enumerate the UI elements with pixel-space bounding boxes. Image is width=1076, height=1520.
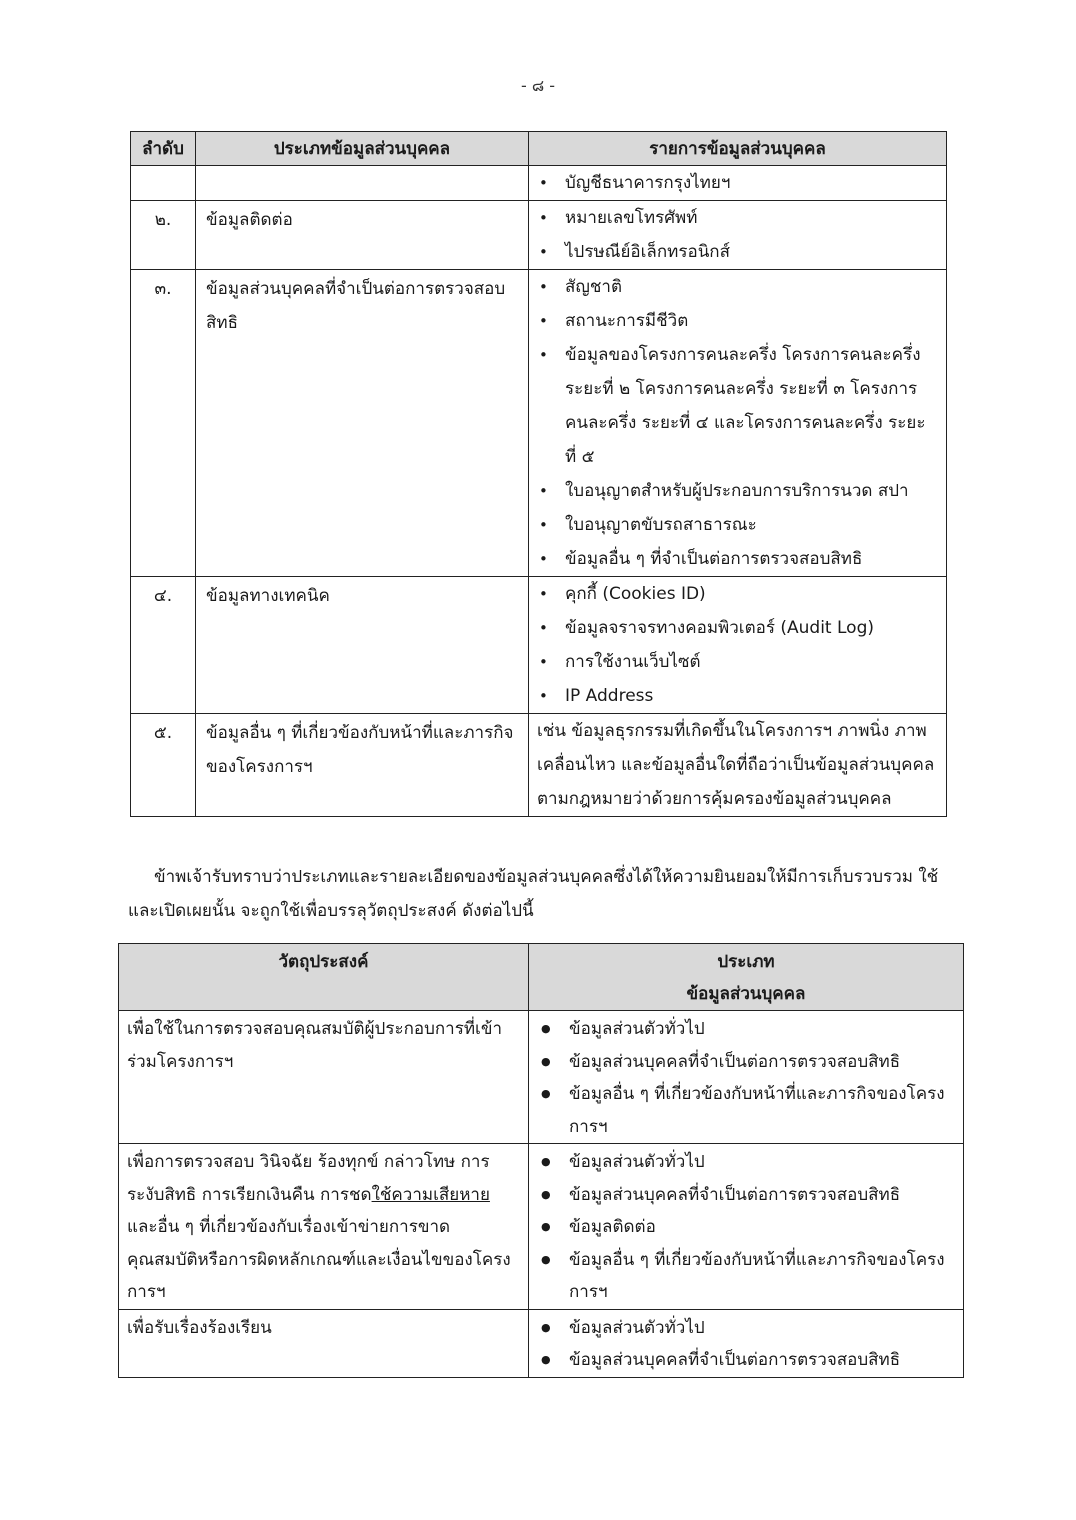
table-row bbox=[131, 714, 947, 817]
list-item: • บัญชีธนาคารกรุงไทยฯ bbox=[537, 166, 936, 200]
table-row bbox=[131, 166, 947, 201]
list-item: • หมายเลขโทรศัพท์ bbox=[537, 201, 936, 235]
list-item: • คุกกี้ (Cookies ID) bbox=[537, 577, 936, 611]
table-row bbox=[119, 1309, 964, 1377]
row-number: ๔. bbox=[131, 577, 196, 714]
header-data-type bbox=[529, 944, 964, 1011]
purpose-text: และอื่น ๆ ที่เกี่ยวข้องกับเรื่องเข้าข่ายการขาดคุณสมบัติหรือการผิดหลักเกณฑ์และเงื่อนไขของโครงการฯ bbox=[127, 1217, 511, 1302]
row-items bbox=[529, 166, 947, 201]
table-row bbox=[119, 1011, 964, 1144]
list-item: ● ข้อมูลส่วนบุคคลที่จำเป็นต่อการตรวจสอบสิทธิ bbox=[537, 1179, 953, 1212]
row-number: ๒. bbox=[131, 201, 196, 270]
row-type: ข้อมูลติดต่อ bbox=[196, 201, 529, 270]
row-types bbox=[529, 1309, 964, 1377]
list-item: ● ข้อมูลส่วนบุคคลที่จำเป็นต่อการตรวจสอบสิทธิ bbox=[537, 1046, 953, 1079]
table-header-row bbox=[131, 132, 947, 166]
list-item: • สัญชาติ bbox=[537, 270, 936, 304]
row-type: ข้อมูลส่วนบุคคลที่จำเป็นต่อการตรวจสอบสิทธิ bbox=[196, 270, 529, 577]
table-header-row bbox=[119, 944, 964, 1011]
list-item: • ใบอนุญาตขับรถสาธารณะ bbox=[537, 508, 936, 542]
header-type-line2: ข้อมูลส่วนบุคคล bbox=[686, 984, 806, 1004]
header-data-type: ประเภทข้อมูลส่วนบุคคล bbox=[196, 132, 529, 166]
row-purpose bbox=[119, 1144, 529, 1310]
list-item: • การใช้งานเว็บไซต์ bbox=[537, 645, 936, 679]
purpose-text: เพื่อการตรวจสอบ วินิจฉัย ร้องทุกข์ กล่าวโทษ การระงับสิทธิ การเรียกเงินคืน การชด bbox=[127, 1152, 490, 1205]
list-item: • ไปรษณีย์อิเล็กทรอนิกส์ bbox=[537, 235, 936, 269]
list-item: ● ข้อมูลอื่น ๆ ที่เกี่ยวข้องกับหน้าที่และภารกิจของโครงการฯ bbox=[537, 1244, 953, 1309]
table-row bbox=[131, 577, 947, 714]
table-row bbox=[131, 201, 947, 270]
row-types bbox=[529, 1144, 964, 1310]
row-type: ข้อมูลอื่น ๆ ที่เกี่ยวข้องกับหน้าที่และภารกิจของโครงการฯ bbox=[196, 714, 529, 817]
purposes-table bbox=[118, 943, 964, 1378]
row-number bbox=[131, 166, 196, 201]
paragraph-text: ข้าพเจ้ารับทราบว่าประเภทและรายละเอียดของข้อมูลส่วนบุคคลซึ่งได้ให้ความยินยอมให้มีการเก็บรวบรวม ใช้ และเปิดเผยนั้น จะถูกใช้เพื่อบรรลุวัตถุประสงค์ ดังต่อไปนี้ bbox=[128, 867, 939, 921]
list-item: ● ข้อมูลส่วนตัวทั่วไป bbox=[537, 1146, 953, 1179]
row-text: เช่น ข้อมูลธุรกรรมที่เกิดขึ้นในโครงการฯ ภาพนิ่ง ภาพเคลื่อนไหว และข้อมูลอื่นใดที่ถือว่าเป็นข้อมูลส่วนบุคคลตามกฎหมายว่าด้วยการคุ้มครองข้อมูลส่วนบุคคล bbox=[537, 721, 935, 809]
page-number: - ๘ - bbox=[520, 76, 556, 95]
list-item: ● ข้อมูลส่วนตัวทั่วไป bbox=[537, 1312, 953, 1345]
list-item: • ข้อมูลอื่น ๆ ที่จำเป็นต่อการตรวจสอบสิทธิ bbox=[537, 542, 936, 576]
row-types bbox=[529, 1011, 964, 1144]
row-type: ข้อมูลทางเทคนิค bbox=[196, 577, 529, 714]
list-item: • สถานะการมีชีวิต bbox=[537, 304, 936, 338]
row-number: ๓. bbox=[131, 270, 196, 577]
row-purpose: เพื่อใช้ในการตรวจสอบคุณสมบัติผู้ประกอบการที่เข้าร่วมโครงการฯ bbox=[119, 1011, 529, 1144]
row-items bbox=[529, 577, 947, 714]
header-type-line1: ประเภท bbox=[717, 952, 775, 972]
row-number: ๕. bbox=[131, 714, 196, 817]
list-item: ● ข้อมูลส่วนตัวทั่วไป bbox=[537, 1013, 953, 1046]
row-type bbox=[196, 166, 529, 201]
list-item: ● ข้อมูลติดต่อ bbox=[537, 1211, 953, 1244]
header-purpose: วัตถุประสงค์ bbox=[119, 944, 529, 1011]
personal-data-types-table bbox=[130, 131, 947, 817]
header-data-items: รายการข้อมูลส่วนบุคคล bbox=[529, 132, 947, 166]
table-row bbox=[119, 1144, 964, 1310]
purpose-underlined-text: ใช้ความเสียหาย bbox=[371, 1184, 490, 1205]
consent-paragraph bbox=[128, 860, 948, 928]
row-purpose: เพื่อรับเรื่องร้องเรียน bbox=[119, 1309, 529, 1377]
list-item: • ข้อมูลของโครงการคนละครึ่ง โครงการคนละครึ่ง ระยะที่ ๒ โครงการคนละครึ่ง ระยะที่ ๓ โครงการคนละครึ่ง ระยะที่ ๔ และโครงการคนละครึ่ง ระยะที่ ๕ bbox=[537, 338, 936, 474]
row-items bbox=[529, 270, 947, 577]
list-item: • ใบอนุญาตสำหรับผู้ประกอบการบริการนวด สปา bbox=[537, 474, 936, 508]
row-items bbox=[529, 201, 947, 270]
row-description bbox=[529, 714, 947, 817]
list-item: • ข้อมูลจราจรทางคอมพิวเตอร์ (Audit Log) bbox=[537, 611, 936, 645]
list-item: • IP Address bbox=[537, 679, 936, 713]
list-item: ● ข้อมูลส่วนบุคคลที่จำเป็นต่อการตรวจสอบสิทธิ bbox=[537, 1344, 953, 1377]
header-order: ลำดับ bbox=[131, 132, 196, 166]
table-row bbox=[131, 270, 947, 577]
list-item: ● ข้อมูลอื่น ๆ ที่เกี่ยวข้องกับหน้าที่และภารกิจของโครงการฯ bbox=[537, 1078, 953, 1143]
